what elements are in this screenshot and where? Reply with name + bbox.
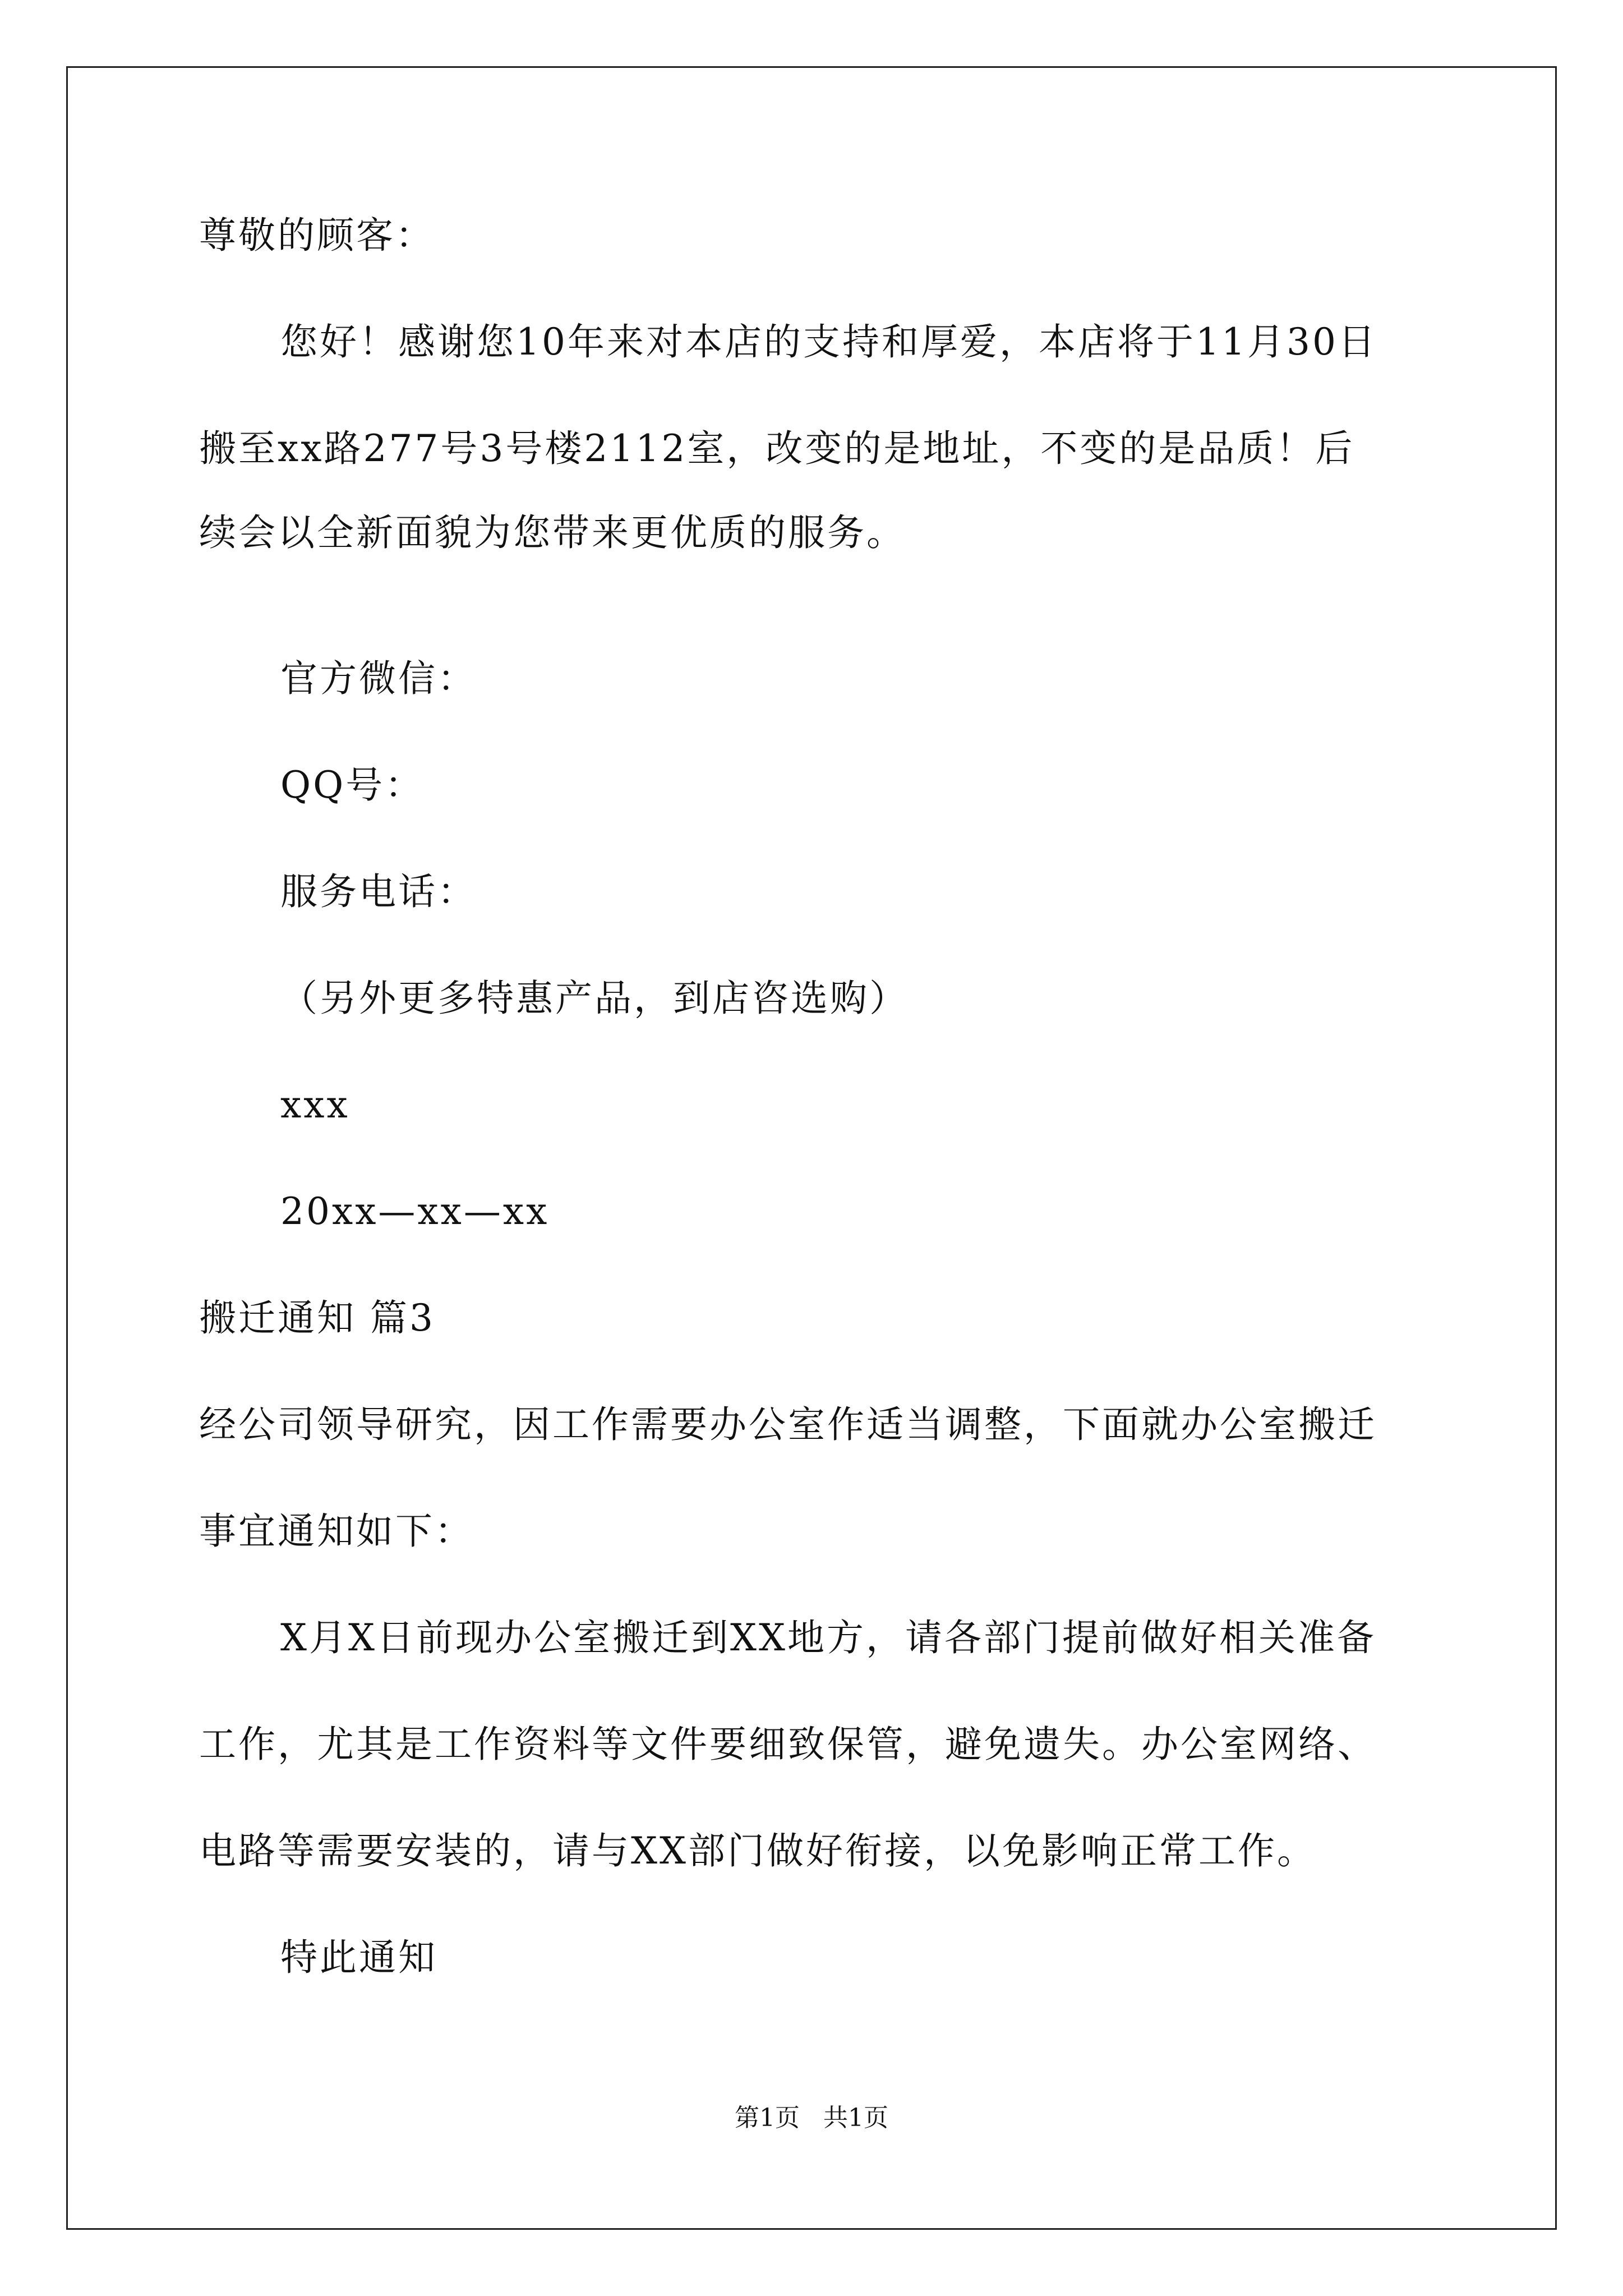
paragraph-line: 续会以全新面貌为您带来更优质的服务。 [199,511,906,554]
section-title: 搬迁通知 篇3 [199,1296,435,1340]
signature: xxx [280,1083,350,1126]
paragraph-line: 经公司领导研究，因工作需要办公室作适当调整，下面就办公室搬迁 [199,1403,1377,1446]
promo-note: （另外更多特惠产品，到店咨选购） [280,977,909,1020]
service-phone-label: 服务电话： [280,870,477,913]
page-footer: 第1页 共1页 [735,2104,888,2132]
page-border [66,66,1557,2230]
qq-label: QQ号： [280,763,425,807]
salutation: 尊敬的顾客： [199,214,435,257]
paragraph-line: 电路等需要安装的，请与XX部门做好衔接，以免影响正常工作。 [199,1829,1316,1872]
wechat-label: 官方微信： [280,657,477,700]
paragraph-line: 搬至xx路277号3号楼2112室，改变的是地址，不变的是品质！后 [199,427,1355,470]
paragraph-line: X月X日前现办公室搬迁到XX地方，请各部门提前做好相关准备 [280,1616,1376,1659]
date: 20xx—xx—xx [280,1190,550,1233]
paragraph-line: 事宜通知如下： [199,1510,474,1553]
closing-line: 特此通知 [280,1936,437,1979]
paragraph-line: 工作，尤其是工作资料等文件要细致保管，避免遗失。办公室网络、 [199,1723,1377,1766]
paragraph-line: 您好！感谢您10年来对本店的支持和厚爱，本店将于11月30日 [280,320,1377,364]
